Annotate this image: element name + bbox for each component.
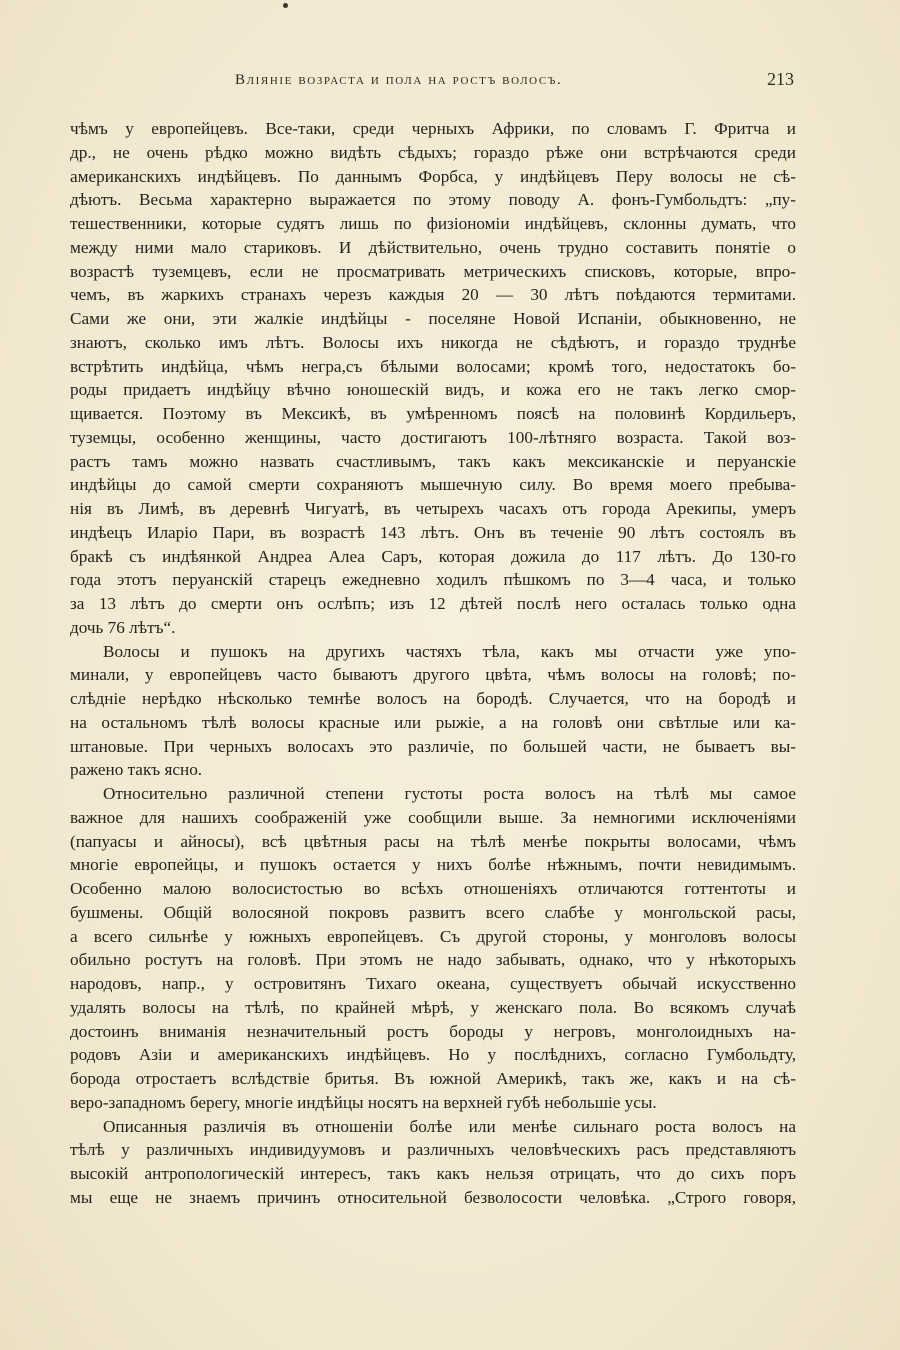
paragraph	[70, 640, 796, 783]
text-line: года этотъ перуанскій старецъ ежедневно ходилъ пѣшкомъ по 3—4 часа, и только	[70, 570, 796, 590]
text-line: чемъ, въ жаркихъ странахъ черезъ каждыя 20 — 30 лѣтъ поѣдаются термитами.	[70, 285, 796, 305]
ink-speck	[283, 3, 288, 8]
text-line: минали, у европейцевъ часто бываютъ другого цвѣта, чѣмъ волосы на головѣ; по-	[70, 665, 796, 685]
text-line: тѣлѣ у различныхъ индивидуумовъ и различныхъ человѣческихъ расъ представляютъ	[70, 1140, 796, 1160]
text-line: тешественники, которые судятъ лишь по физіономіи индѣйцевъ, склонны думать, что	[70, 214, 796, 233]
text-line: удалять волосы на тѣлѣ, по крайней мѣрѣ, у женскаго пола. Во всякомъ случаѣ	[70, 997, 796, 1017]
paragraph	[70, 1115, 796, 1210]
text-line: знаютъ, сколько имъ лѣтъ. Волосы ихъ никогда не сѣдѣютъ, и гораздо труднѣе	[70, 332, 796, 352]
text-line: мы еще не знаемъ причинъ относительной безволосости человѣка. „Строго говоря,	[70, 1187, 796, 1207]
text-line: на остальномъ тѣлѣ волосы красные или рыжіе, а на головѣ они свѣтлые или ка-	[70, 712, 796, 732]
text-line: др., не очень рѣдко можно видѣть сѣдыхъ; гораздо рѣже они встрѣчаются среди	[70, 142, 796, 162]
text-line: возрастѣ туземцевъ, если не просматривать метрическихъ списковъ, которые, впро-	[70, 261, 796, 281]
text-line: веро-западномъ берегу, многіе индѣйцы носятъ на верхней губѣ небольшіе усы.	[70, 1092, 657, 1112]
body-text	[70, 117, 796, 1210]
text-line: бушмены. Общій волосяной покровъ развитъ всего слабѣе у монгольской расы,	[70, 902, 796, 922]
running-title: Вліяніе возраста и пола на ростъ волосъ.	[235, 72, 563, 88]
text-line: растъ тамъ можно назвать счастливымъ, такъ какъ мексиканскіе и перуанскіе	[70, 451, 796, 471]
text-line: дочь 76 лѣтъ“.	[70, 617, 176, 637]
text-line: а всего сильнѣе у южныхъ европейцевъ. Съ другой стороны, у монголовъ волосы	[70, 926, 796, 946]
text-line: Волосы и пушокъ на другихъ частяхъ тѣла, какъ мы отчасти уже упо-	[103, 641, 796, 661]
text-line: щивается. Поэтому въ Мексикѣ, въ умѣренномъ поясѣ на половинѣ Кордильеръ,	[70, 404, 796, 423]
text-line: индѣйцы до самой смерти сохраняютъ мышечную силу. Во время моего пребыва-	[70, 475, 796, 495]
text-line: бракѣ съ индѣянкой Андреа Алеа Саръ, которая дожила до 117 лѣтъ. До 130-го	[70, 546, 796, 566]
text-line: высокій антропологическій интересъ, такъ какъ нельзя отрицать, что до сихъ поръ	[70, 1164, 796, 1183]
text-line: чѣмъ у европейцевъ. Все-таки, среди черныхъ Африки, по словамъ Г. Фритча и	[70, 119, 796, 138]
page-number: 213	[767, 69, 794, 89]
text-line: дѣютъ. Весьма характерно выражается по этому поводу А. фонъ-Гумбольдтъ: „пу-	[70, 190, 796, 210]
text-line: за 13 лѣтъ до смерти онъ ослѣпъ; изъ 12 дѣтей послѣ него осталась только одна	[70, 594, 796, 613]
text-line: слѣдніе нерѣдко нѣсколько темнѣе волосъ на бородѣ. Случается, что на бородѣ и	[70, 689, 796, 708]
text-line: Сами же они, эти жалкіе индѣйцы - поселяне Новой Испаніи, обыкновенно, не	[70, 309, 796, 328]
text-line: ражено такъ ясно.	[70, 760, 203, 780]
paragraph	[70, 117, 796, 640]
text-line: достоинъ вниманія незначительный ростъ бороды у негровъ, монголоидныхъ на-	[70, 1021, 796, 1041]
text-line: важное для нашихъ соображеній уже сообщили выше. За немногими исключеніями	[70, 807, 796, 827]
page-header	[70, 69, 796, 94]
text-line: нія въ Лимѣ, въ деревнѣ Чигуатѣ, въ четырехъ часахъ отъ города Арекипы, умеръ	[70, 499, 796, 518]
text-line: (папуасы и айносы), всѣ цвѣтныя расы на тѣлѣ менѣе покрыты волосами, чѣмъ	[70, 831, 796, 851]
text-line: американскихъ индѣйцевъ. По даннымъ Форбса, у индѣйцевъ Перу волосы не сѣ-	[70, 166, 796, 186]
text-line: туземцы, особенно женщины, часто достигаютъ 100-лѣтняго возраста. Такой воз-	[70, 427, 796, 447]
paragraph	[70, 782, 796, 1115]
text-line: Особенно малою волосистостью во всѣхъ отношеніяхъ отличаются готтентоты и	[70, 879, 796, 898]
text-line: борода отростаетъ вслѣдствіе бритья. Въ южной Америкѣ, такъ же, какъ и на сѣ-	[70, 1069, 796, 1088]
text-line: Описанныя различія въ отношеніи болѣе или менѣе сильнаго роста волосъ на	[103, 1116, 796, 1136]
text-line: родовъ Азіи и американскихъ индѣйцевъ. Но у послѣднихъ, согласно Гумбольдту,	[70, 1045, 796, 1065]
text-line: народовъ, напр., у островитянъ Тихаго океана, существуетъ обычай искусственно	[70, 974, 796, 993]
text-line: штановые. При черныхъ волосахъ это различіе, по большей части, не бываетъ вы-	[70, 736, 796, 756]
text-line: роды придаетъ индѣйцу вѣчно юношескій видъ, и кожа его не такъ легко смор-	[70, 380, 796, 400]
text-line: между ними мало стариковъ. И дѣйствительно, очень трудно составить понятіе о	[70, 237, 796, 257]
text-line: встрѣтить индѣйца, чѣмъ негра,съ бѣлыми волосами; кромѣ того, недостатокъ бо-	[70, 356, 796, 376]
text-line: Относительно различной степени густоты роста волосъ на тѣлѣ мы самое	[103, 784, 796, 803]
text-line: многіе европейцы, и пушокъ остается у нихъ болѣе нѣжнымъ, почти невидимымъ.	[70, 855, 796, 875]
text-line: обильно ростутъ на головѣ. При этомъ не надо забывать, однако, что у нѣкоторыхъ	[70, 950, 796, 970]
text-line: индѣецъ Иларіо Пари, въ возрастѣ 143 лѣтъ. Онъ въ теченіе 90 лѣтъ состоялъ въ	[70, 522, 796, 542]
